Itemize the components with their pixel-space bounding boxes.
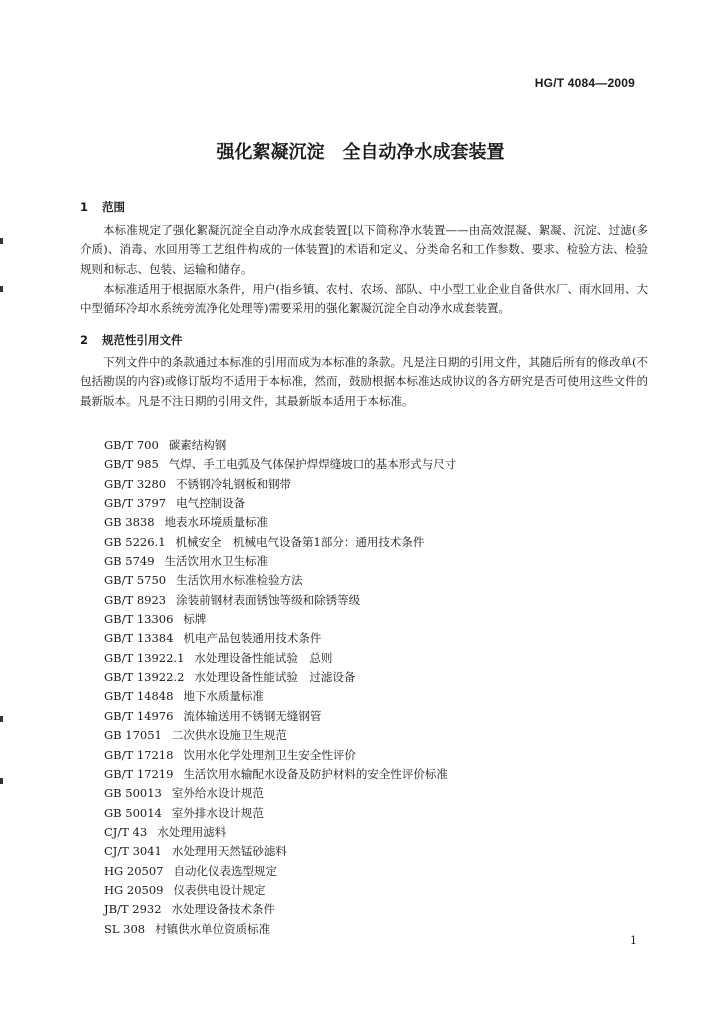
reference-code: GB/T 14848 xyxy=(104,689,174,704)
reference-title: 地下水质量标准 xyxy=(183,689,264,704)
reference-item xyxy=(104,552,456,571)
reference-code: SL 308 xyxy=(104,921,146,936)
reference-title: 仪表供电设计规定 xyxy=(173,882,266,897)
reference-item xyxy=(104,804,456,823)
reference-code: GB/T 13922.2 xyxy=(104,670,185,685)
reference-item xyxy=(104,610,456,629)
reference-code: GB 50013 xyxy=(104,786,162,801)
reference-item xyxy=(104,629,456,648)
reference-item xyxy=(104,687,456,706)
scan-margin-mark xyxy=(0,778,3,784)
reference-title: 机械安全 机械电气设备第1部分：通用技术条件 xyxy=(175,534,425,549)
reference-item xyxy=(104,746,456,765)
scan-margin-mark xyxy=(0,238,3,244)
reference-code: GB/T 13306 xyxy=(104,612,174,627)
page-number: 1 xyxy=(630,934,637,947)
reference-code: GB/T 17219 xyxy=(104,766,174,781)
reference-item xyxy=(104,591,456,610)
scope-paragraph-2: 本标准适用于根据原水条件，用户(指乡镇、农村、农场、部队、中小型工业企业自备供水厂、雨水回用、大中型循环冷却水系统旁流净化处理等)需要采用的强化絮凝沉淀全自动净水成套装置。 xyxy=(80,281,648,316)
reference-code: HG 20507 xyxy=(104,863,164,878)
reference-item xyxy=(104,920,456,939)
scan-margin-mark xyxy=(0,716,3,722)
reference-item xyxy=(104,571,456,590)
reference-code: GB/T 13384 xyxy=(104,631,174,646)
reference-code: GB/T 14976 xyxy=(104,708,174,723)
reference-item xyxy=(104,533,456,552)
reference-code: CJ/T 43 xyxy=(104,824,148,839)
reference-item xyxy=(104,823,456,842)
reference-title: 水处理用天然锰砂滤料 xyxy=(171,844,287,859)
reference-item xyxy=(104,475,456,494)
reference-title: 二次供水设施卫生规范 xyxy=(171,728,287,743)
reference-title: 不锈钢冷轧钢板和钢带 xyxy=(176,476,292,491)
document-title: 强化絮凝沉淀 全自动净水成套装置 xyxy=(216,142,505,163)
reference-title: 碳素结构钢 xyxy=(168,438,227,452)
standard-code: HG/T 4084—2009 xyxy=(534,76,635,90)
reference-title: 地表水环境质量标准 xyxy=(164,515,269,530)
reference-title: 水处理用滤料 xyxy=(157,824,227,839)
reference-code: GB/T 3280 xyxy=(104,476,167,491)
reference-code: GB 5226.1 xyxy=(104,534,166,549)
reference-code: GB 17051 xyxy=(104,728,162,743)
section-number: 1 xyxy=(80,200,89,214)
reference-title: 生活饮用水输配水设备及防护材料的安全性评价标准 xyxy=(183,766,448,781)
reference-item xyxy=(104,784,456,803)
reference-title: 水处理设备技术条件 xyxy=(171,902,276,917)
reference-title: 流体输送用不锈钢无缝钢管 xyxy=(183,708,322,723)
reference-code: GB/T 700 xyxy=(104,438,159,452)
reference-title: 自动化仪表选型规定 xyxy=(173,863,277,878)
reference-item xyxy=(104,862,456,881)
reference-code: GB/T 3797 xyxy=(104,496,167,511)
scope-paragraph-1: 本标准规定了强化絮凝沉淀全自动净水成套装置[以下简称净水装置——由高效混凝、絮凝、沉淀、过滤(多介质)、消毒、水回用等工艺组件构成的一体装置]的术语和定义、分类命名和工作参数、要求、检验方法、检验规则和标志、包装、运输和储存。 xyxy=(80,222,648,276)
reference-title: 气焊、手工电弧及气体保护焊焊缝坡口的基本形式与尺寸 xyxy=(168,457,457,472)
reference-code: JB/T 2932 xyxy=(104,902,162,917)
reference-title: 室外给水设计规范 xyxy=(171,786,264,801)
normative-references-paragraph: 下列文件中的条款通过本标准的引用而成为本标准的条款。凡是注日期的引用文件，其随后所有的修改单(不包括勘误的内容)或修订版均不适用于本标准，然而，鼓励根据本标准达成协议的各方研究是否可使用这些文件的最新版本。凡是不注日期的引用文件，其最新版本适用于本标准。 xyxy=(80,354,648,408)
reference-code: GB/T 8923 xyxy=(104,592,167,607)
reference-item xyxy=(104,668,456,687)
reference-title: 生活饮用水标准检验方法 xyxy=(176,573,303,588)
reference-item xyxy=(104,707,456,726)
reference-title: 室外排水设计规范 xyxy=(171,805,264,820)
section-2-heading xyxy=(80,332,183,348)
reference-item xyxy=(104,726,456,745)
reference-title: 电气控制设备 xyxy=(176,496,246,511)
reference-code: CJ/T 3041 xyxy=(104,844,162,859)
reference-code: GB 50014 xyxy=(104,805,162,820)
reference-title: 水处理设备性能试验 总则 xyxy=(194,650,333,665)
reference-item xyxy=(104,494,456,513)
reference-code: GB/T 13922.1 xyxy=(104,650,185,665)
reference-item xyxy=(104,765,456,784)
reference-title: 村镇供水单位资质标准 xyxy=(155,921,271,936)
reference-title: 生活饮用水卫生标准 xyxy=(164,554,269,569)
reference-title: 水处理设备性能试验 过滤设备 xyxy=(194,670,356,685)
section-1-heading xyxy=(80,199,125,215)
reference-title: 标牌 xyxy=(183,612,207,627)
reference-item xyxy=(104,842,456,861)
reference-item xyxy=(104,881,456,900)
section-number: 2 xyxy=(80,333,89,347)
scan-margin-mark xyxy=(0,286,3,292)
reference-code: HG 20509 xyxy=(104,882,164,897)
reference-title: 涂装前钢材表面锈蚀等级和除锈等级 xyxy=(176,592,361,607)
reference-code: GB/T 985 xyxy=(104,457,159,472)
reference-title: 机电产品包装通用技术条件 xyxy=(183,631,322,646)
reference-item xyxy=(104,900,456,919)
reference-code: GB 5749 xyxy=(104,554,155,569)
reference-item xyxy=(104,455,456,474)
reference-item xyxy=(104,649,456,668)
reference-item xyxy=(104,436,456,455)
reference-list xyxy=(104,436,456,939)
section-title: 规范性引用文件 xyxy=(102,333,183,347)
section-title: 范围 xyxy=(102,200,125,214)
reference-code: GB/T 5750 xyxy=(104,573,167,588)
reference-title: 饮用水化学处理剂卫生安全性评价 xyxy=(183,747,356,762)
reference-code: GB 3838 xyxy=(104,515,155,530)
reference-code: GB/T 17218 xyxy=(104,747,174,762)
reference-item xyxy=(104,513,456,532)
